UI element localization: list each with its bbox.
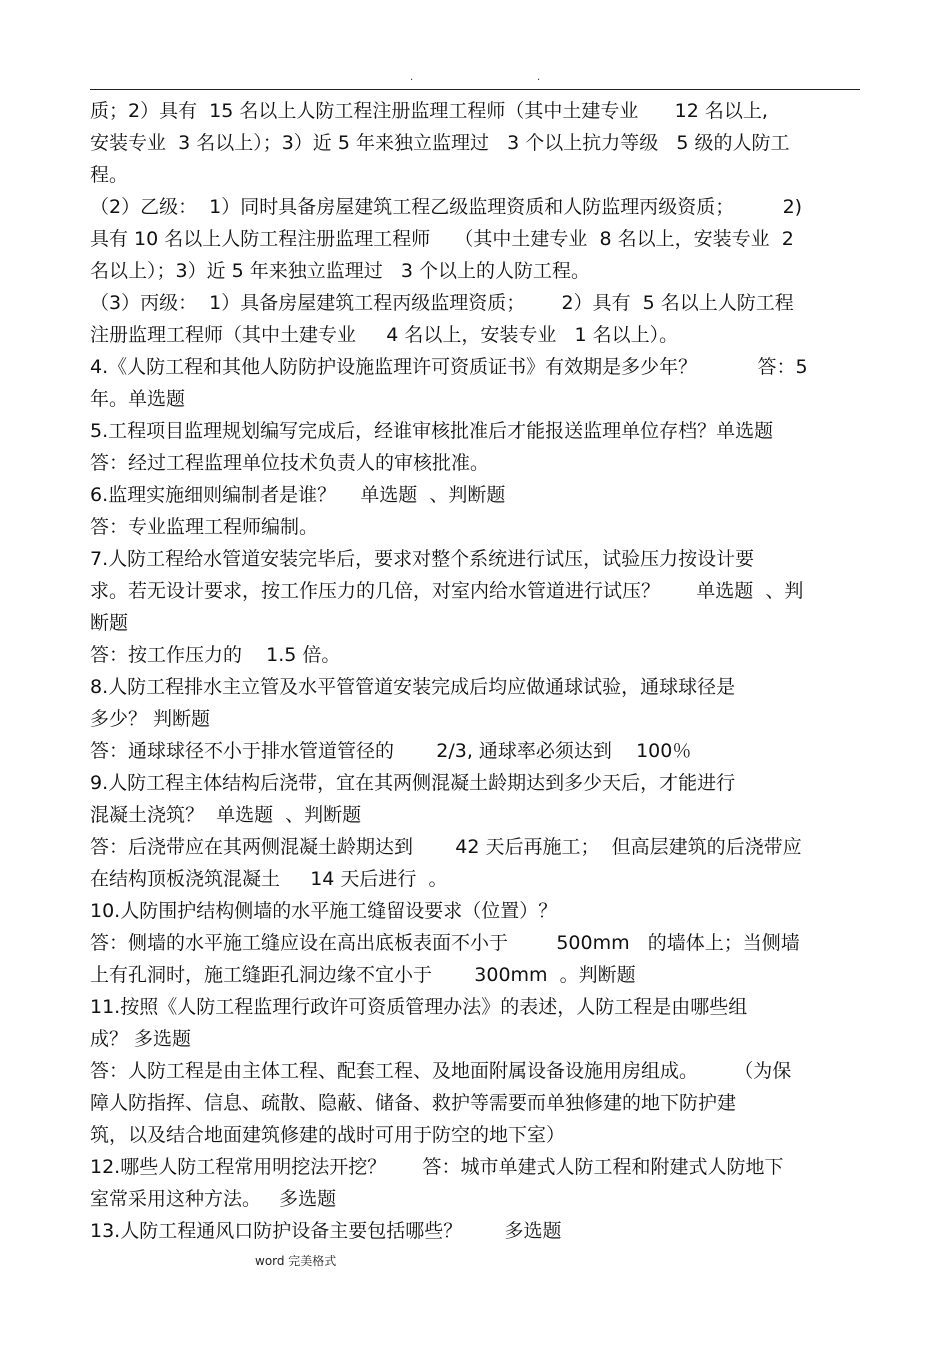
text-line: 4.《人防工程和其他人防防护设施监理许可资质证书》有效期是多少年？ 答：5 [90,356,808,378]
text-line: 混凝土浇筑？ 单选题 、判断题 [90,804,362,826]
text-line: 12.哪些人防工程常用明挖法开挖？ 答：城市单建式人防工程和附建式人防地下 [90,1156,784,1178]
text-line: 成？ 多选题 [90,1028,192,1050]
text-line: 安装专业 3 名以上）；3）近 5 年来独立监理过 3 个以上抗力等级 5 级的人防工 [90,132,790,154]
document-body [90,95,865,1247]
text-line: 质；2）具有 15 名以上人防工程注册监理工程师（其中土建专业 12 名以上, [90,100,768,122]
text-line: 注册监理工程师（其中土建专业 4 名以上，安装专业 1 名以上）。 [90,324,679,346]
footer-text: word 完美格式 [255,1254,337,1268]
text-line: 筑，以及结合地面建筑修建的战时可用于防空的地下室） [90,1124,566,1146]
text-line: 答：侧墙的水平施工缝应设在高出底板表面不小于 500mm 的墙体上；当侧墙 [90,932,800,954]
text-line: 上有孔洞时，施工缝距孔洞边缘不宜小于 300mm 。判断题 [90,964,636,986]
text-line: 程。 [90,164,129,186]
text-line: 答：经过工程监理单位技术负责人的审核批准。 [90,452,490,474]
text-line: 答：通球球径不小于排水管道管径的 2/3, 通球率必须达到 100％ [90,740,692,762]
text-line: 13.人防工程通风口防护设备主要包括哪些？ 多选题 [90,1220,562,1242]
text-line: 具有 10 名以上人防工程注册监理工程师 （其中土建专业 8 名以上，安装专业 2 [90,228,794,250]
text-line: 年。单选题 [90,388,186,410]
text-line: 答：按工作压力的 1.5 倍。 [90,644,341,666]
text-line: （2）乙级： 1）同时具备房屋建筑工程乙级监理资质和人防监理丙级资质； 2) [90,196,803,218]
text-line: 求。若无设计要求，按工作压力的几倍，对室内给水管道进行试压？ 单选题 、判 [90,580,804,602]
text-line: 11.按照《人防工程监理行政许可资质管理办法》的表述，人防工程是由哪些组 [90,996,748,1018]
text-line: 6.监理实施细则编制者是谁？ 单选题 、判断题 [90,484,506,506]
text-line: （3）丙级： 1）具备房屋建筑工程丙级监理资质； 2）具有 5 名以上人防工程 [90,292,794,314]
text-line: 答：后浇带应在其两侧混凝土龄期达到 42 天后再施工； 但高层建筑的后浇带应 [90,836,802,858]
text-line: 障人防指挥、信息、疏散、隐蔽、储备、救护等需要而单独修建的地下防护建 [90,1092,737,1114]
header-dot-right: . [537,72,541,83]
header-rule [90,89,860,90]
text-line: 室常采用这种方法。 多选题 [90,1188,337,1210]
text-line: 在结构顶板浇筑混凝土 14 天后进行 。 [90,868,448,890]
text-line: 7.人防工程给水管道安装完毕后，要求对整个系统进行试压，试验压力按设计要 [90,548,755,570]
text-line: 多少？ 判断题 [90,708,211,730]
text-line: 答：人防工程是由主体工程、配套工程、及地面附属设备设施用房组成。 （为保 [90,1060,792,1082]
text-line: 名以上）；3）近 5 年来独立监理过 3 个以上的人防工程。 [90,260,591,282]
text-line: 10.人防围护结构侧墙的水平施工缝留设要求（位置）？ [90,900,558,922]
text-line: 8.人防工程排水主立管及水平管管道安装完成后均应做通球试验，通球球径是 [90,676,736,698]
text-line: 答：专业监理工程师编制。 [90,516,319,538]
text-line: 断题 [90,612,129,634]
text-line: 9.人防工程主体结构后浇带，宜在其两侧混凝土龄期达到多少天后，才能进行 [90,772,736,794]
header-dots [0,72,950,84]
header-dot-left: . [410,72,414,83]
text-line: 5.工程项目监理规划编写完成后，经谁审核批准后才能报送监理单位存档？单选题 [90,420,774,442]
